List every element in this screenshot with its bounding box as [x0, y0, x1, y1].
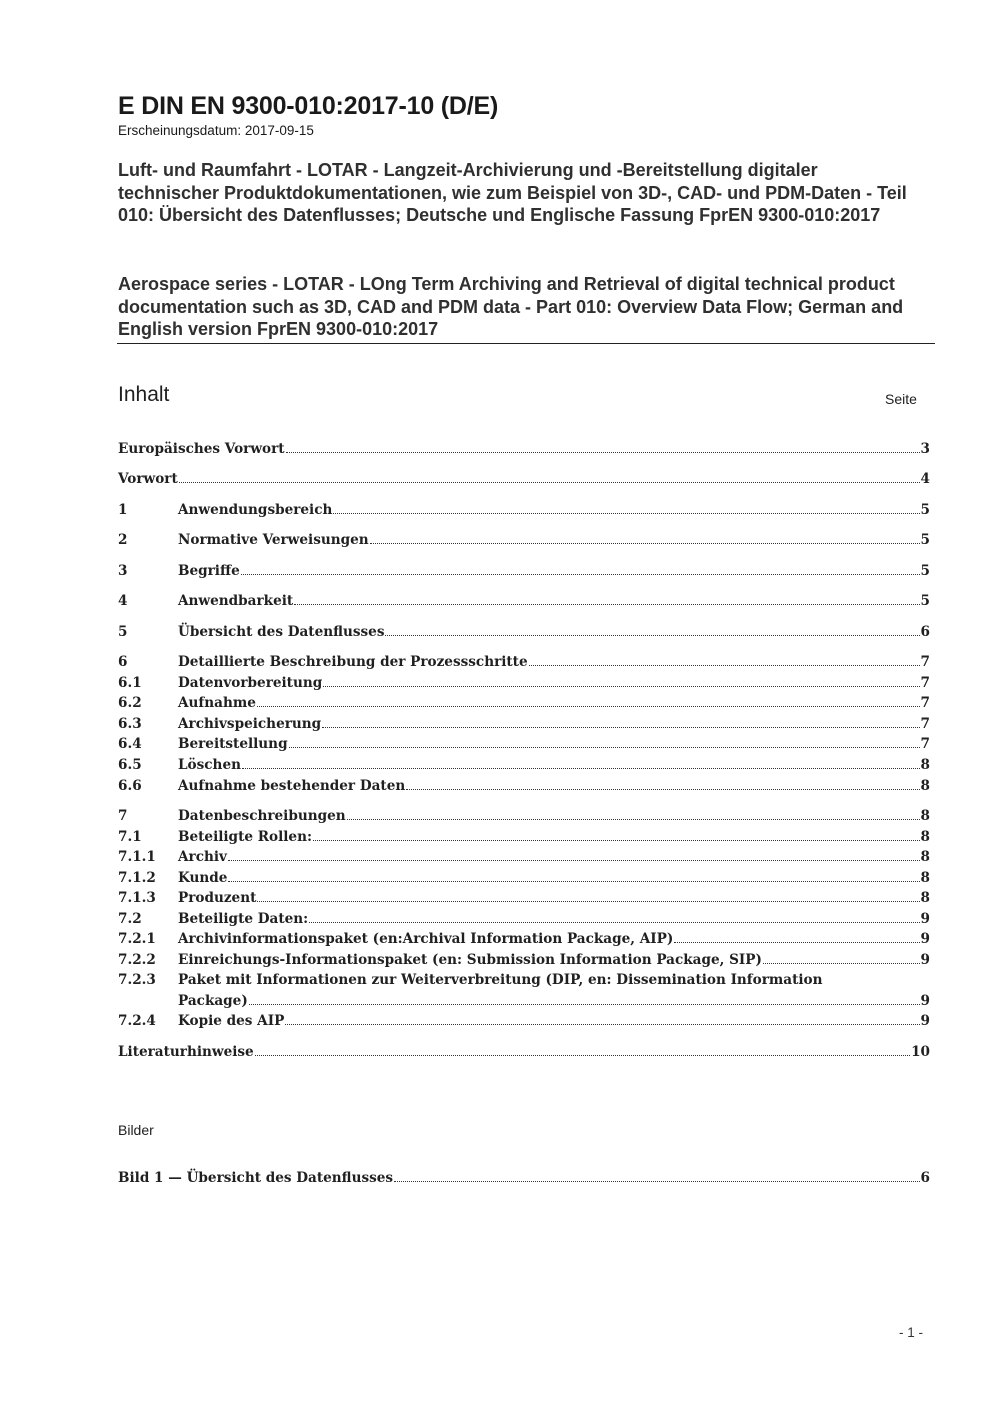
leader-dots: [323, 686, 919, 687]
toc-entry-title: Normative Verweisungen: [178, 532, 369, 548]
leader-dots: [347, 819, 920, 820]
toc-entry-number: 6.3: [118, 716, 142, 732]
leader-dots: [242, 768, 920, 769]
toc-entry-number: 7.2.4: [118, 1013, 156, 1029]
toc-entry-title: Aufnahme bestehender Daten: [178, 778, 406, 794]
toc-entry-title: Aufnahme: [178, 695, 256, 711]
toc-entry-page: 8: [920, 890, 930, 906]
toc-entry-page: 8: [920, 870, 930, 886]
title-german: Luft- und Raumfahrt - LOTAR - Langzeit-Archivierung und -Bereitstellung digitaler technischer Produktdokumentationen, wie zum Beispiel von 3D-, CAD- und PDM-Daten - Teil 010: Übersicht des Datenflusses; Deutsche und Englische Fassung FprEN 9300-010:2017: [118, 160, 907, 226]
figure-entry-page: 6: [920, 1170, 930, 1186]
toc-entry-page: 9: [920, 993, 930, 1009]
toc-entry-title: Archiv: [178, 849, 227, 865]
toc-entry-title: Datenvorbereitung: [178, 675, 323, 691]
toc-entry-page: 9: [920, 952, 930, 968]
toc-entry-page: 8: [920, 778, 930, 794]
toc-entry-title: Bereitstellung: [178, 736, 288, 752]
toc-entry-title: Löschen: [178, 757, 241, 773]
toc-entry-title: Vorwort: [118, 471, 178, 487]
leader-dots: [333, 513, 919, 514]
toc-entry-number: 7.1.3: [118, 890, 156, 906]
toc-entry-title: Kopie des AIP: [178, 1013, 285, 1029]
leader-dots: [313, 840, 920, 841]
toc-heading: Inhalt: [118, 383, 170, 406]
toc-entry-7-2-3[interactable]: [118, 972, 930, 1010]
toc-entry-title: Archivspeicherung: [178, 716, 322, 732]
leader-dots: [257, 706, 920, 707]
toc-entry-page: 8: [920, 757, 930, 773]
leader-dots: [674, 942, 919, 943]
leader-dots: [322, 727, 919, 728]
toc-entry-page: 5: [920, 563, 930, 579]
toc-entry-title: Produzent: [178, 890, 257, 906]
toc-entry-title: Archivinformationspaket (en:Archival Information Package, AIP): [178, 931, 674, 947]
toc-entry-page: 8: [920, 849, 930, 865]
toc-entry-number: 7.1.2: [118, 870, 156, 886]
toc-entry-title-line1: Paket mit Informationen zur Weiterverbreitung (DIP, en: Dissemination Information: [178, 972, 823, 988]
toc-entry-page: 6: [920, 624, 930, 640]
figure-entry-title: Bild 1 — Übersicht des Datenflusses: [118, 1170, 394, 1186]
leader-dots: [309, 922, 919, 923]
toc-entry-number: 5: [118, 624, 128, 640]
toc-entry-title: Beteiligte Rollen:: [178, 829, 312, 845]
toc-entry-number: 6.5: [118, 757, 142, 773]
title-divider: [117, 343, 935, 344]
leader-dots: [385, 635, 919, 636]
toc-entry-number: 7.2: [118, 911, 142, 927]
toc-entry-number: 3: [118, 563, 128, 579]
toc-entry-page: 7: [920, 736, 930, 752]
document-code: E DIN EN 9300-010:2017-10 (D/E): [118, 92, 499, 120]
toc-entry-title: Europäisches Vorwort: [118, 441, 285, 457]
toc-entry-page: 8: [920, 829, 930, 845]
leader-dots: [241, 574, 920, 575]
page-column-label: Seite: [885, 391, 917, 407]
leader-dots: [289, 747, 920, 748]
toc-entry-title: Literaturhinweise: [118, 1044, 254, 1060]
toc-entry-page: 9: [920, 911, 930, 927]
toc-entry-page: 3: [920, 441, 930, 457]
toc-entry-number: 6.2: [118, 695, 142, 711]
leader-dots: [286, 452, 920, 453]
toc-entry-title: Anwendungsbereich: [178, 502, 333, 518]
leader-dots: [257, 901, 919, 902]
toc-entry-number: 2: [118, 532, 128, 548]
leader-dots: [179, 482, 920, 483]
toc-entry-page: 7: [920, 695, 930, 711]
toc-entry-page: 9: [920, 931, 930, 947]
toc-entry-title: Package): [178, 993, 248, 1009]
toc-entry-number: 6.6: [118, 778, 142, 794]
toc-entry-number: 7: [118, 808, 128, 824]
toc-entry-page: 5: [920, 593, 930, 609]
toc-entry-title: Begriffe: [178, 563, 240, 579]
toc-entry-page: 8: [920, 808, 930, 824]
toc-entry-title: Datenbeschreibungen: [178, 808, 346, 824]
leader-dots: [294, 604, 919, 605]
toc-entry-page: 7: [920, 716, 930, 732]
leader-dots: [406, 789, 919, 790]
toc-entry-number: 7.2.1: [118, 931, 156, 947]
leader-dots: [370, 543, 920, 544]
toc-entry-page: 5: [920, 502, 930, 518]
toc-entry-title: Beteiligte Daten:: [178, 911, 309, 927]
toc-entry-title: Einreichungs-Informationspaket (en: Submission Information Package, SIP): [178, 952, 762, 968]
leader-dots: [249, 1004, 920, 1005]
toc-entry-number: 6.4: [118, 736, 142, 752]
toc-entry-page: 7: [920, 675, 930, 691]
toc-entry-page: 5: [920, 532, 930, 548]
title-english: Aerospace series - LOTAR - LOng Term Archiving and Retrieval of digital technical product documentation such as 3D, CAD and PDM data - Part 010: Overview Data Flow; German and English version FprEN 9300-010:2017: [118, 274, 904, 340]
leader-dots: [529, 665, 920, 666]
leader-dots: [228, 881, 919, 882]
page-number: - 1 -: [899, 1325, 924, 1340]
toc-entry-number: 7.2.2: [118, 952, 156, 968]
toc-entry-number: 7.2.3: [118, 972, 156, 988]
leader-dots: [255, 1055, 910, 1056]
toc-entry-number: 4: [118, 593, 128, 609]
leader-dots: [394, 1181, 919, 1182]
leader-dots: [228, 860, 920, 861]
toc-entry-page: 7: [920, 654, 930, 670]
toc-entry-page: 4: [920, 471, 930, 487]
toc-entry-title: Kunde: [178, 870, 228, 886]
toc-entry-title: Anwendbarkeit: [178, 593, 294, 609]
toc-entry-number: 1: [118, 502, 128, 518]
toc-entry-title: Detaillierte Beschreibung der Prozessschritte: [178, 654, 528, 670]
toc-entry-number: 6.1: [118, 675, 142, 691]
toc-entry-number: 6: [118, 654, 128, 670]
toc-entry-number: 7.1.1: [118, 849, 156, 865]
leader-dots: [763, 963, 920, 964]
toc-entry-page: 10: [911, 1044, 930, 1060]
toc-entry-number: 7.1: [118, 829, 142, 845]
figures-heading: Bilder: [118, 1122, 154, 1138]
toc-entry-page: 9: [920, 1013, 930, 1029]
release-date: Erscheinungsdatum: 2017-09-15: [118, 123, 314, 138]
leader-dots: [285, 1024, 919, 1025]
toc-entry-title: Übersicht des Datenflusses: [178, 624, 385, 640]
